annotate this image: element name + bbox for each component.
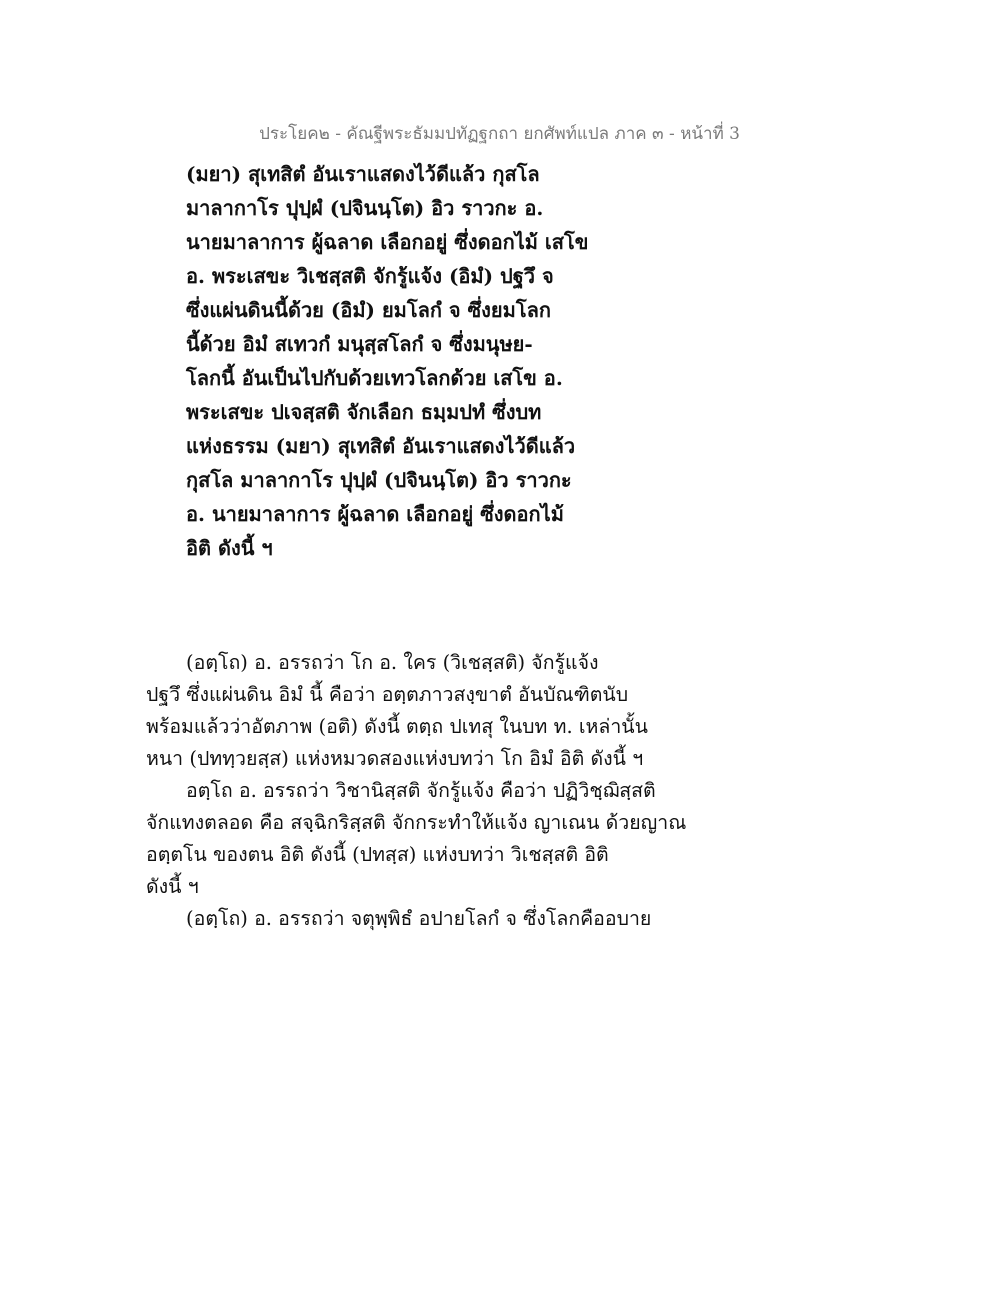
verse-line: ซึ่งแผ่นดินนี้ด้วย (อิมํ) ยมโลกํ จ ซึ่งยมโลก xyxy=(186,298,551,322)
bold-verse-block xyxy=(186,157,589,565)
verse-line: อิติ ดังนี้ ฯ xyxy=(186,536,273,560)
commentary-line: ปฐวึ ซึ่งแผ่นดิน อิมํ นี้ คือว่า อตฺตภาวสงฺขาตํ อันบัณฑิตนับ xyxy=(146,683,629,706)
commentary-block xyxy=(146,647,706,935)
verse-line: อ. พระเสขะ วิเชสฺสติ จักรู้แจ้ง (อิมํ) ปฐวึ จ xyxy=(186,264,554,288)
commentary-line: ดังนี้ ฯ xyxy=(146,875,199,898)
commentary-line: (อตฺโถ) อ. อรรถว่า โก อ. ใคร (วิเชสฺสติ) จักรู้แจ้ง xyxy=(186,651,599,674)
verse-line: โลกนี้ อันเป็นไปกับด้วยเทวโลกด้วย เสโข อ. xyxy=(186,366,563,390)
commentary-line: พร้อมแล้วว่าอัตภาพ (อติ) ดังนี้ ตตฺถ ปเทสุ ในบท ท. เหล่านั้น xyxy=(146,715,648,738)
commentary-line: จักแทงตลอด คือ สจฺฉิกริสฺสติ จักกระทำให้แจ้ง ญาเณน ด้วยญาณ xyxy=(146,811,687,834)
commentary-line: (อตฺโถ) อ. อรรถว่า จตุพฺพิธํ อปายโลกํ จ ซึ่งโลกคืออบาย xyxy=(186,907,652,930)
verse-line: พระเสขะ ปเจสฺสติ จักเลือก ธมฺมปทํ ซึ่งบท xyxy=(186,400,542,424)
commentary-line: อตฺโถ อ. อรรถว่า วิชานิสฺสติ จักรู้แจ้ง คือว่า ปฏิวิชฺฌิสฺสติ xyxy=(186,779,656,802)
verse-line: นี้ด้วย อิมํ สเทวกํ มนุสฺสโลกํ จ ซึ่งมนุษย- xyxy=(186,332,533,356)
verse-line: อ. นายมาลาการ ผู้ฉลาด เลือกอยู่ ซึ่งดอกไม้ xyxy=(186,502,564,526)
verse-line: แห่งธรรม (มยา) สุเทสิตํ อันเราแสดงไว้ดีแล้ว xyxy=(186,434,576,458)
verse-line: นายมาลาการ ผู้ฉลาด เลือกอยู่ ซึ่งดอกไม้ เสโข xyxy=(186,230,589,254)
commentary-line: หนา (ปททฺวยสฺส) แห่งหมวดสองแห่งบทว่า โก อิมํ อิติ ดังนี้ ฯ xyxy=(146,747,644,770)
verse-line: (มยา) สุเทสิตํ อันเราแสดงไว้ดีแล้ว กุสโล xyxy=(186,162,540,186)
running-header: ประโยค๒ - คัณฐีพระธัมมปทัฏฐกถา ยกศัพท์แปล ภาค ๓ - หน้าที่ 3 xyxy=(259,124,740,144)
verse-line: กุสโล มาลากาโร ปุปฺผํ (ปจินนฺโต) อิว ราวกะ xyxy=(186,468,572,492)
commentary-line: อตฺตโน ของตน อิติ ดังนี้ (ปทสฺส) แห่งบทว่า วิเชสฺสติ อิติ xyxy=(146,843,609,866)
verse-line: มาลากาโร ปุปฺผํ (ปจินนฺโต) อิว ราวกะ อ. xyxy=(186,196,544,220)
